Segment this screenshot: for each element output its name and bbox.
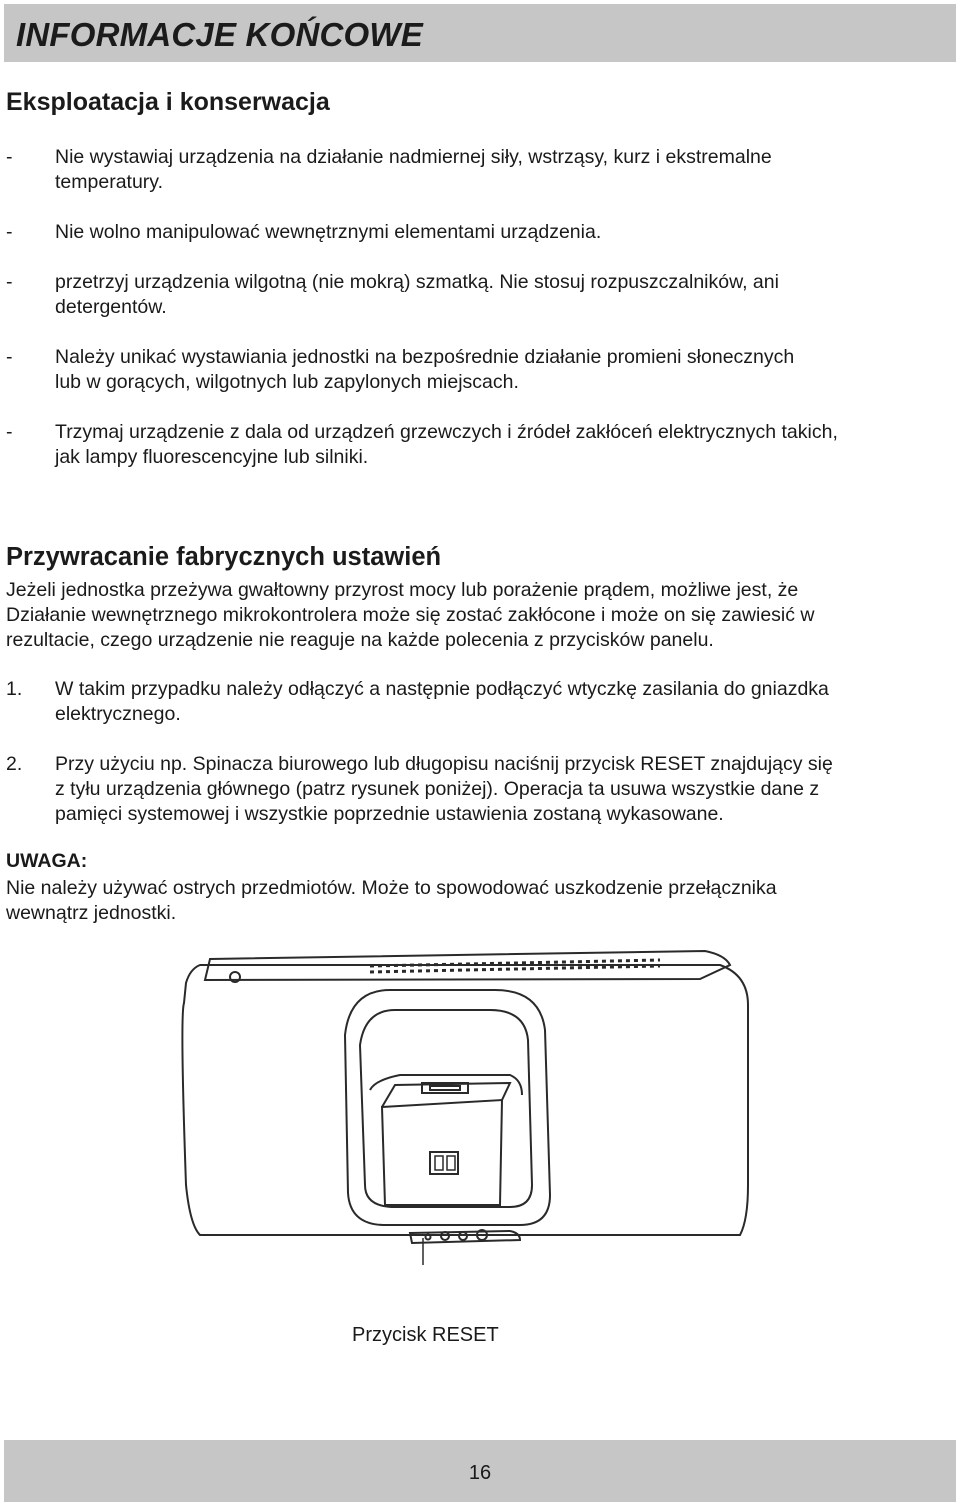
header-band [4,4,956,62]
text-line: lub w gorących, wilgotnych lub zapylonych miejscach. [55,371,519,393]
text-line: z tyłu urządzenia głównego (patrz rysunek poniżej). Operacja ta usuwa wszystkie dane z [55,778,820,800]
text-line: Nie należy używać ostrych przedmiotów. Może to spowodować uszkodzenie przełącznika [6,877,777,899]
text-line: temperatury. [55,171,164,193]
step-text [55,677,950,727]
device-illustration [160,935,760,1265]
step-text [55,752,950,827]
footer-band [4,1440,956,1502]
bullet-dash: - [6,421,13,443]
warning-text [6,876,946,926]
section-heading-maintenance: Eksploatacja i konserwacja [6,88,330,116]
bullet-dash: - [6,146,13,168]
list-item-text [55,345,955,395]
text-line: Nie wystawiaj urządzenia na działanie nadmiernej siły, wstrząsy, kurz i ekstremalne [55,146,772,168]
list-item-text [55,420,955,470]
bullet-dash: - [6,271,13,293]
text-line: rezultacie, czego urządzenie nie reaguje na każde polecenia z przycisków panelu. [6,629,714,651]
step-number: 1. [6,678,23,700]
list-item-text [55,145,955,195]
text-line: Jeżeli jednostka przeżywa gwałtowny przyrost mocy lub porażenie prądem, możliwe jest, że [6,579,799,601]
reset-intro [6,578,951,653]
section-heading-reset: Przywracanie fabrycznych ustawień [6,543,442,571]
text-line: Przy użyciu np. Spinacza biurowego lub długopisu naciśnij przycisk RESET znajdujący się [55,753,833,775]
text-line: Należy unikać wystawiania jednostki na bezpośrednie działanie promieni słonecznych [55,346,795,368]
text-line: Trzymaj urządzenie z dala od urządzeń grzewczych i źródeł zakłóceń elektrycznych takich, [55,421,838,443]
list-item-text [55,220,955,245]
list-item-text [55,270,955,320]
warning-title: UWAGA: [6,850,88,872]
bullet-dash: - [6,221,13,243]
text-line: detergentów. [55,296,167,318]
text-line: przetrzyj urządzenia wilgotną (nie mokrą) szmatką. Nie stosuj rozpuszczalników, ani [55,271,779,293]
figure-caption: Przycisk RESET [352,1324,499,1346]
text-line: wewnątrz jednostki. [6,902,177,924]
text-line: W takim przypadku należy odłączyć a następnie podłączyć wtyczkę zasilania do gniazdka [55,678,829,700]
bullet-dash: - [6,346,13,368]
text-line: jak lampy fluorescencyjne lub silniki. [55,446,369,468]
text-line: Działanie wewnętrznego mikrokontrolera może się zostać zakłócone i może on się zawiesić w [6,604,815,626]
text-line: elektrycznego. [55,703,181,725]
page-number: 16 [468,1462,492,1484]
text-line: Nie wolno manipulować wewnętrznymi elementami urządzenia. [55,221,602,243]
text-line: pamięci systemowej i wszystkie poprzednie ustawienia zostaną wykasowane. [55,803,724,825]
step-number: 2. [6,753,23,775]
page-title: INFORMACJE KOŃCOWE [16,16,423,53]
